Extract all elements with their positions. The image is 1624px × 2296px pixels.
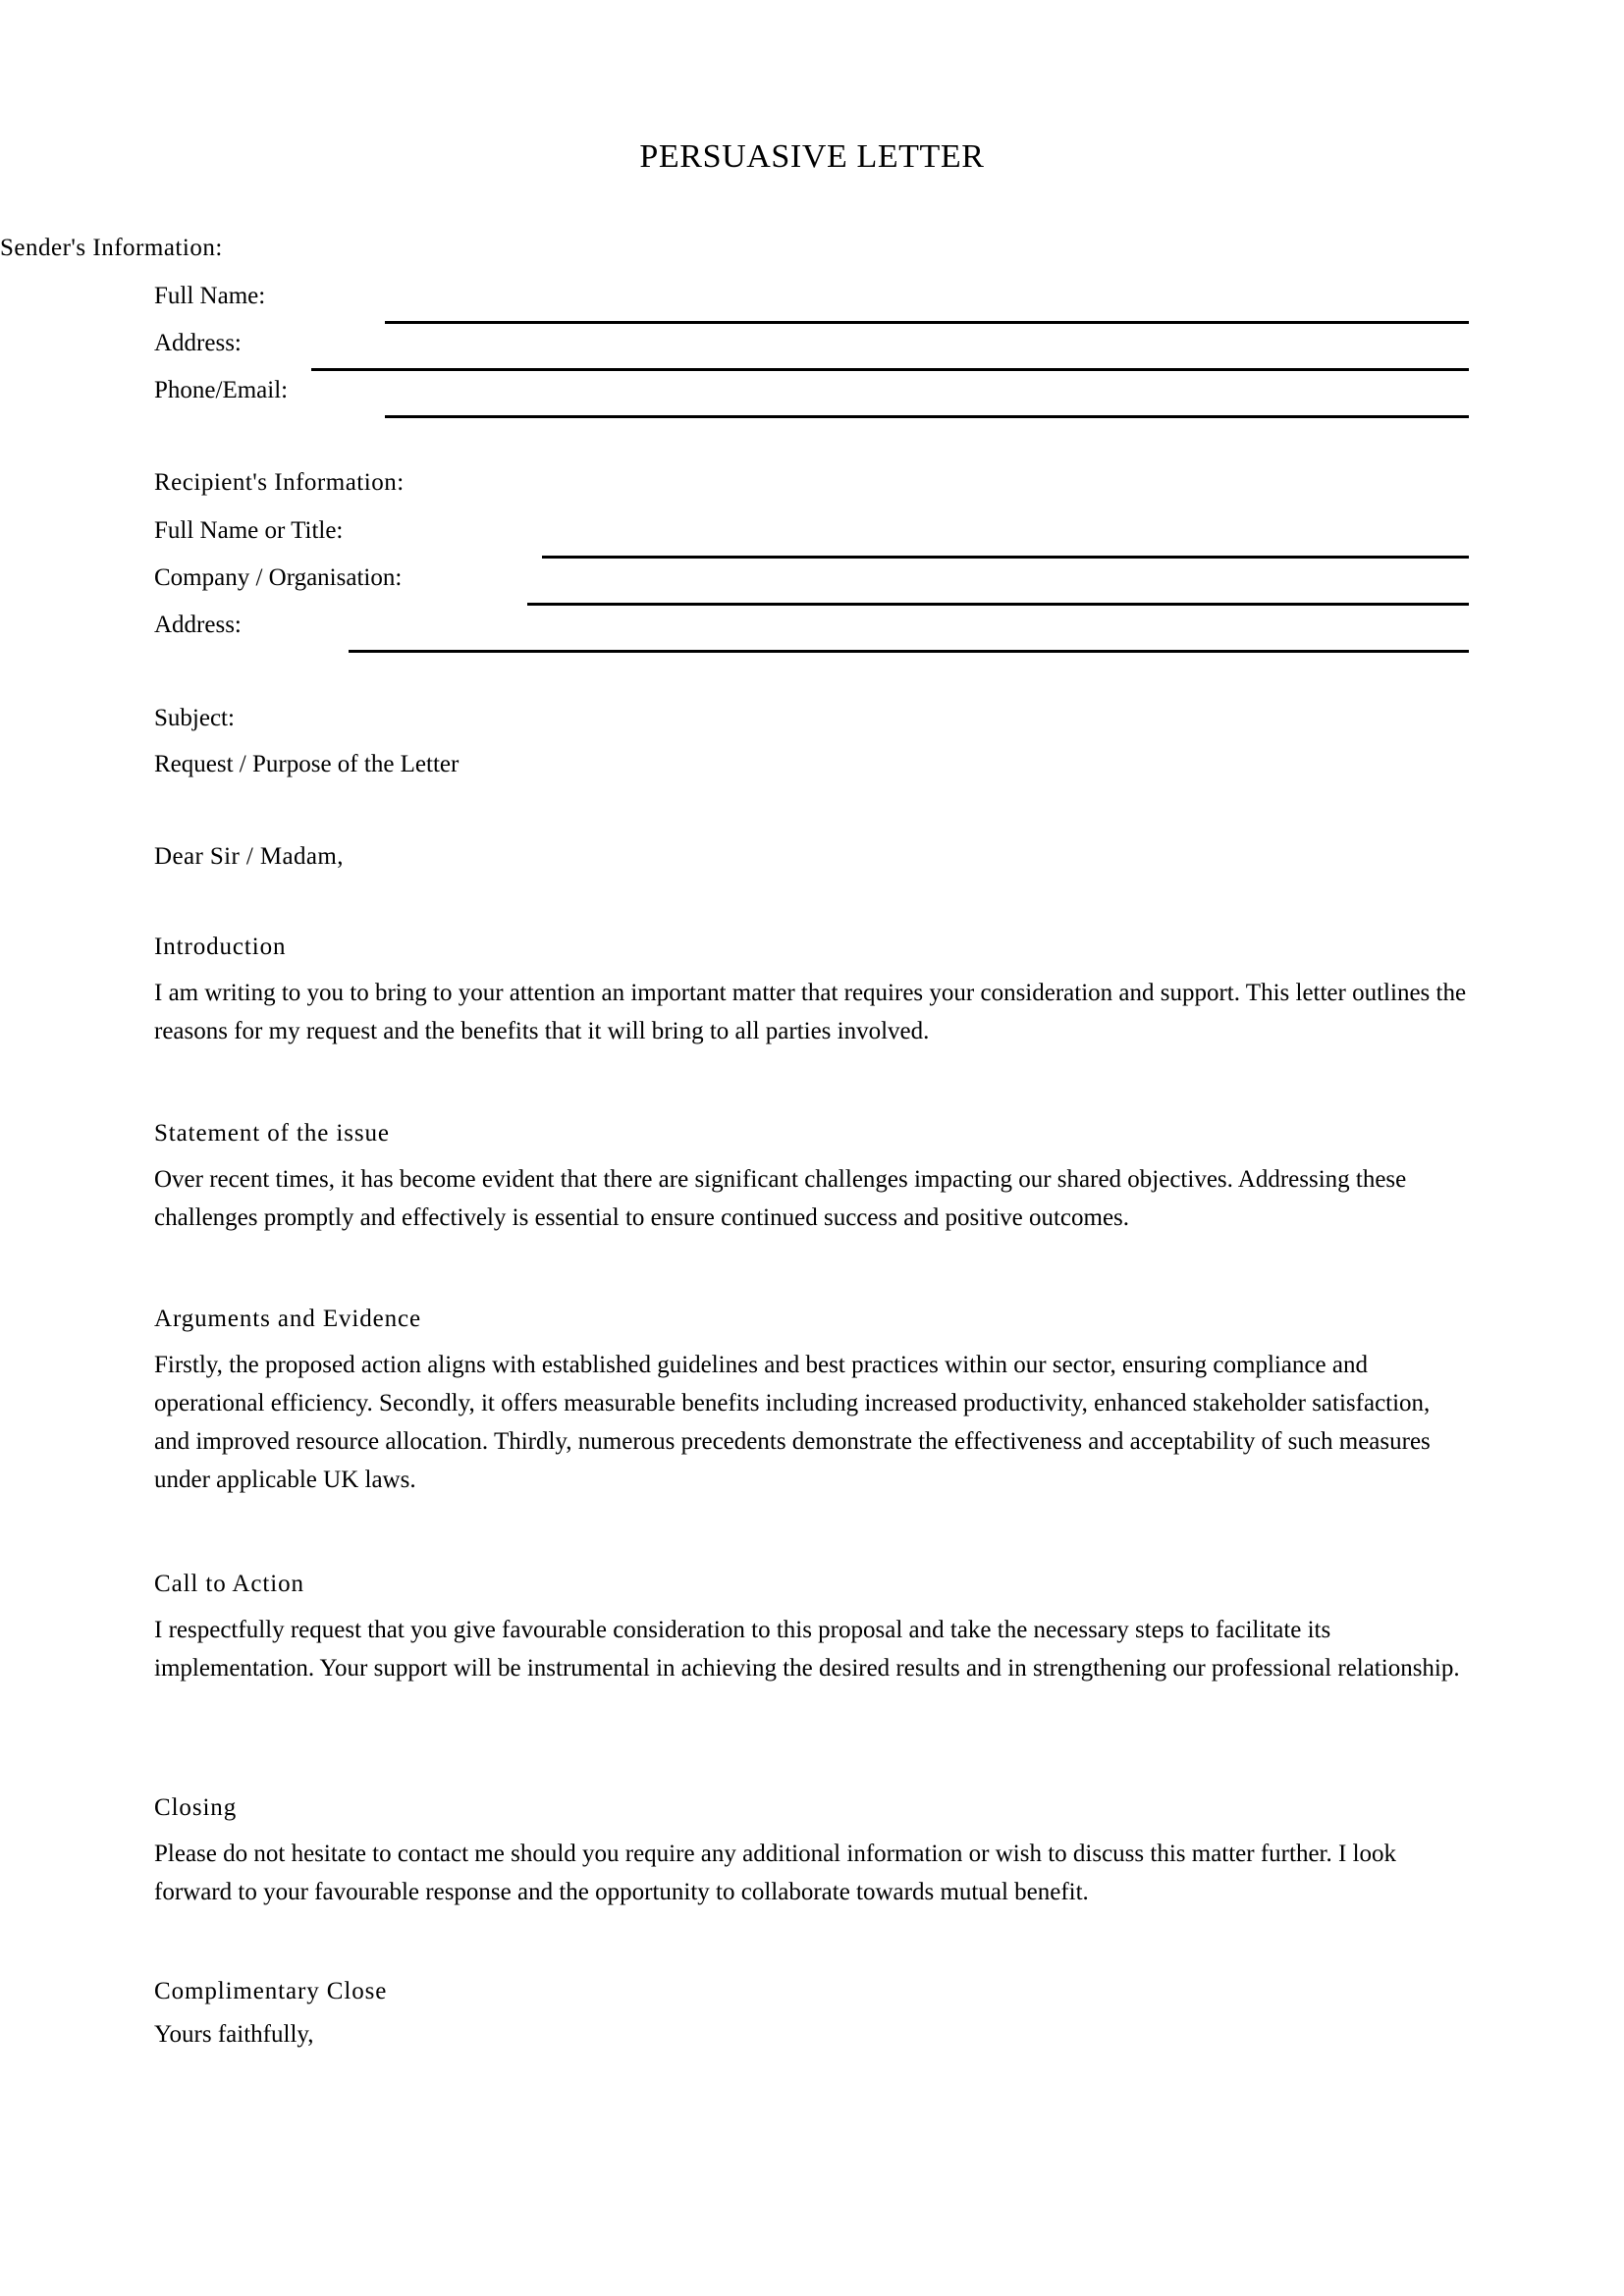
recipient-company-label: Company / Organisation:: [154, 564, 403, 591]
sender-full-name-label: Full Name:: [154, 283, 266, 309]
section-complimentary-close: [154, 1975, 1469, 2052]
complimentary-close-value: Yours faithfully,: [154, 2021, 314, 2048]
sender-address-label: Address:: [154, 330, 242, 356]
recipient-address-label: Address:: [154, 612, 242, 638]
subject-value[interactable]: Request / Purpose of the Letter: [154, 751, 460, 777]
section-arguments-and-evidence-heading: Arguments and Evidence: [154, 1306, 422, 1332]
subject-label: Subject:: [154, 705, 235, 731]
sender-information-label: Sender's Information:: [0, 235, 223, 261]
sender-address-input[interactable]: [311, 368, 1469, 371]
recipient-full-name-input[interactable]: [542, 556, 1469, 559]
sender-address-row[interactable]: [154, 328, 1469, 375]
subject-section: [154, 702, 1469, 735]
section-statement-of-the-issue: [154, 1117, 1469, 1237]
recipient-company-row[interactable]: [154, 562, 1469, 610]
sender-full-name-input[interactable]: [385, 321, 1469, 324]
section-statement-of-the-issue-body: Over recent times, it has become evident that there are significant challenges impacting our shared objectives. Addressing these challenges promptly and effectively is essential to ensure continued success and positive outcomes.: [154, 1166, 1407, 1231]
sender-phone-email-input[interactable]: [385, 415, 1469, 418]
subject-value-wrapper[interactable]: [154, 748, 1469, 781]
recipient-address-row[interactable]: [154, 610, 1469, 657]
sender-phone-email-row[interactable]: [154, 375, 1469, 422]
section-statement-of-the-issue-heading: Statement of the issue: [154, 1120, 390, 1147]
section-call-to-action: [154, 1568, 1469, 1687]
sender-phone-email-label: Phone/Email:: [154, 377, 289, 403]
section-introduction-body: I am writing to you to bring to your attention an important matter that requires your consideration and support. This letter outlines the reasons for my request and the benefits that it will bring to all parties involved.: [154, 980, 1467, 1044]
section-closing-heading: Closing: [154, 1794, 238, 1821]
page-title: PERSUASIVE LETTER: [639, 137, 985, 175]
sender-information-section: [0, 234, 1315, 263]
complimentary-close-heading: Complimentary Close: [154, 1978, 388, 2004]
salutation-wrapper: [154, 840, 1469, 874]
recipient-full-name-row[interactable]: [154, 515, 1469, 562]
section-closing: [154, 1791, 1469, 1911]
recipient-company-input[interactable]: [527, 603, 1469, 606]
recipient-full-name-label: Full Name or Title:: [154, 517, 344, 544]
section-arguments-and-evidence-body: Firstly, the proposed action aligns with established guidelines and best practices within our sector, ensuring compliance and operational efficiency. Secondly, it offers measurable benefits including increased productivity, enhanced stakeholder satisfaction, and improved resource allocation. Thirdly, numerous precedents demonstrate the effectiveness and acceptability of such measures under applicable UK laws.: [154, 1352, 1431, 1493]
salutation: Dear Sir / Madam,: [154, 843, 344, 870]
section-arguments-and-evidence: [154, 1303, 1469, 1499]
sender-full-name-row[interactable]: [154, 281, 1469, 328]
section-introduction-heading: Introduction: [154, 934, 287, 960]
recipient-address-input[interactable]: [349, 650, 1469, 653]
section-call-to-action-heading: Call to Action: [154, 1571, 304, 1597]
section-introduction: [154, 931, 1469, 1050]
section-call-to-action-body: I respectfully request that you give favourable consideration to this proposal and take the necessary steps to facilitate its implementation. Your support will be instrumental in achieving the desired results and in strengthening our professional relationship.: [154, 1617, 1460, 1682]
section-closing-body: Please do not hesitate to contact me should you require any additional information or wish to discuss this matter further. I look forward to your favourable response and the opportunity to collaborate towards mutual benefit.: [154, 1841, 1397, 1905]
recipient-information-section: [154, 468, 1469, 498]
recipient-information-label: Recipient's Information:: [154, 469, 405, 496]
